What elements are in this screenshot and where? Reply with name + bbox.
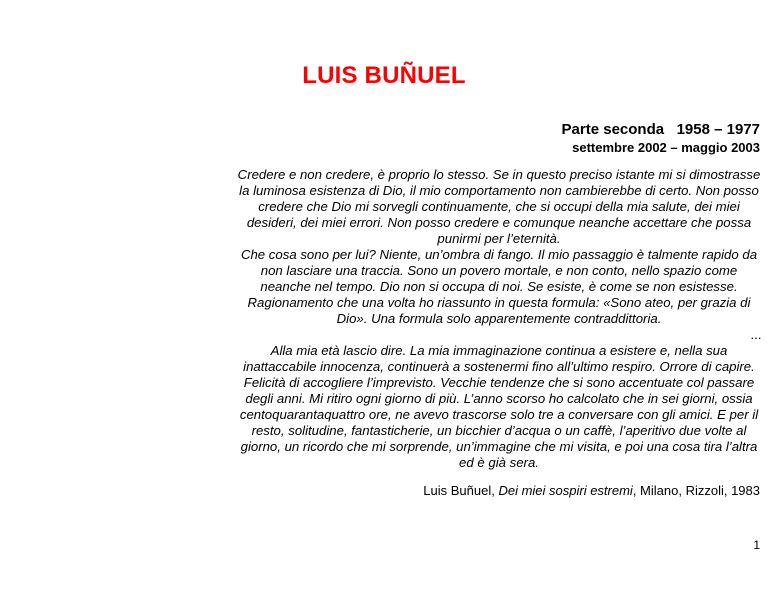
quote-paragraph: Alla mia età lascio dire. La mia immaginazione continua a esistere e, nella sua inattaccabile innocenza, continuerà a sostenermi fino all’ultimo respiro. Orrore di capire. Felicità di accogliere l’imprevisto. Vecchie tendenze che si sono accentuate col passare degli anni. Mi ritiro ogni giorno di più. L’anno scorso ho calcolato che in sei giorni, ossia centoquarantaquattro ore, ne avevo trascorse solo tre a conversare con gli amici. E per il resto, solitudine, fantasticherie, un bicchier d’acqua o un caffè, l’aperitivo due volte al giorno, un ricordo che mi sorprende, un’immagine che mi visita, e poi una cosa tira l’altra ed è già sera. <box>239 343 759 470</box>
quote-block <box>236 167 762 471</box>
date-range: settembre 2002 – maggio 2003 <box>572 140 760 155</box>
citation-book-title: Dei miei sospiri estremi <box>498 483 633 498</box>
quote-paragraph: Credere e non credere, è proprio lo stesso. Se in questo preciso istante mi si dimostrasse la luminosa esistenza di Dio, il mio comportamento non cambierebbe di certo. Non posso credere che Dio mi sorvegli continuamente, che si occupi della mia salute, dei miei desideri, dei miei errori. Non posso credere e comunque neanche accettare che possa punirmi per l’eternità. <box>237 167 761 246</box>
quote-ellipsis: ... <box>751 327 762 342</box>
citation-author: Luis Buñuel, <box>423 483 499 498</box>
citation-publisher: , Milano, Rizzoli, 1983 <box>632 483 760 498</box>
page-number: 1 <box>753 538 760 552</box>
document-title: LUIS BUÑUEL <box>302 62 466 89</box>
part-heading: Parte seconda 1958 – 1977 <box>561 121 760 138</box>
citation <box>423 483 760 498</box>
quote-paragraph: Che cosa sono per lui? Niente, un’ombra di fango. Il mio passaggio è talmente rapido da non lasciare una traccia. Sono un povero mortale, e non conto, nello spazio come neanche nel tempo. Dio non si occupa di noi. Se esiste, è come se non esistesse. Ragionamento che una volta ho riassunto in questa formula: «Sono ateo, per grazia di Dio». Una formula solo apparentemente contraddittoria. <box>240 247 758 326</box>
